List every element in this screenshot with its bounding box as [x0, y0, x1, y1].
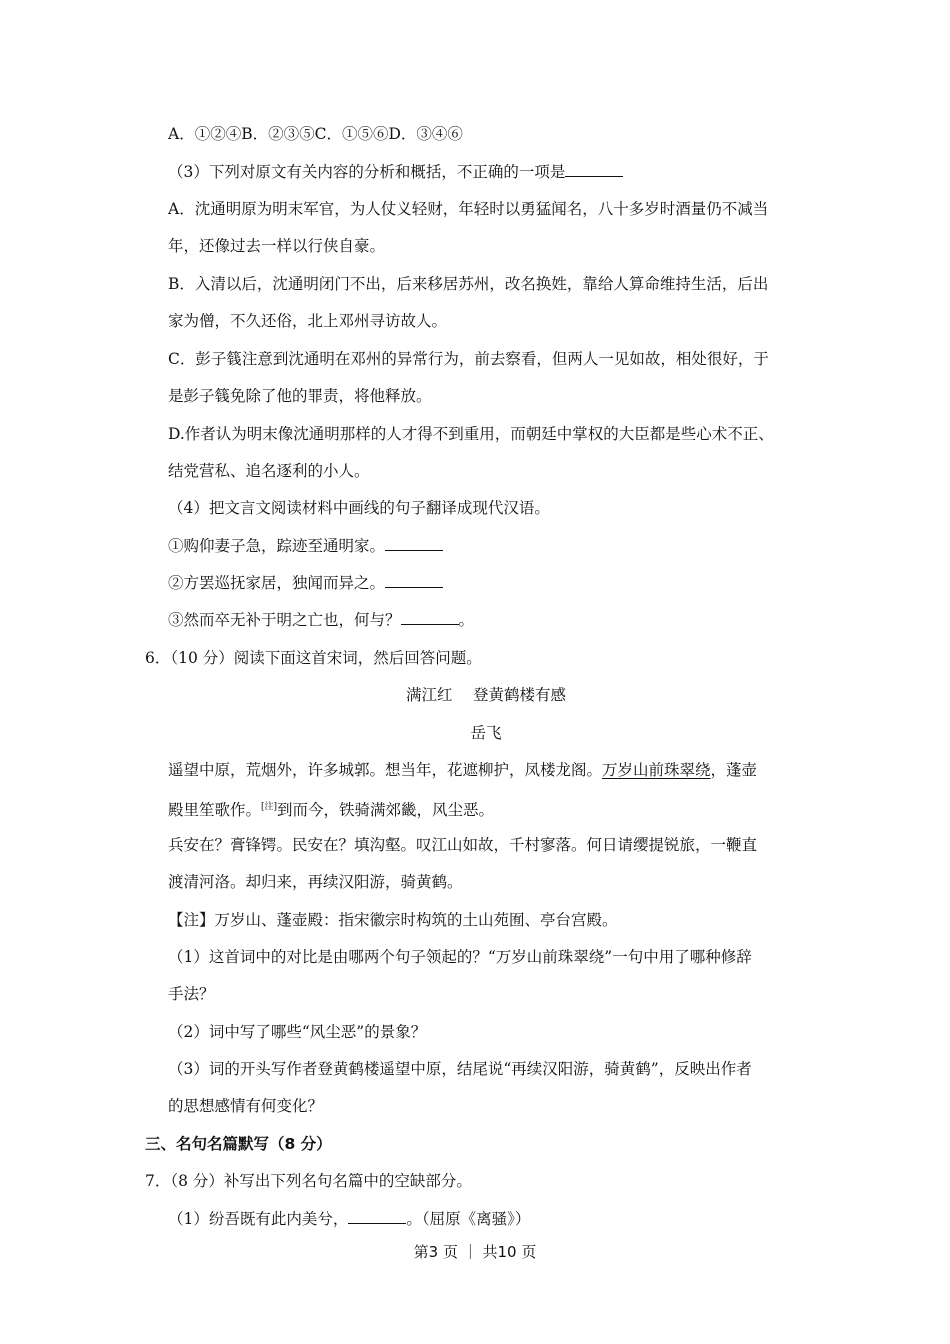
q6-sub1-line2: 手法？ [168, 985, 215, 1003]
sentence-2-text: ②方罢巡抚家居，独闻而异之。 [168, 574, 386, 592]
q6-sub2: （2）词中写了哪些“风尘恶”的景象？ [168, 1023, 427, 1041]
q6-sub1-line1: （1）这首词中的对比是由哪两个句子领起的？“万岁山前珠翠绕”一句中用了哪种修辞 [168, 948, 752, 966]
q5-sub3-option-b-line2: 家为僧，不久还俗，北上邓州寻访故人。 [168, 312, 448, 330]
q5-sub3-option-a-line2: 年，还像过去一样以行侠自豪。 [168, 237, 386, 255]
answer-blank [565, 162, 623, 177]
q5-sub3-option-a-line1: A．沈通明原为明末军官，为人仗义轻财，年轻时以勇猛闻名，八十多岁时酒量仍不减当 [168, 200, 769, 218]
sentence-1-text: ①购仰妻子急，踪迹至通明家。 [168, 537, 386, 555]
poem-title: 满江红 登黄鹤楼有感 [406, 686, 566, 704]
q5-sub4-sentence-1 [168, 535, 443, 557]
q5-sub4-stem: （4）把文言文阅读材料中画线的句子翻译成现代汉语。 [168, 499, 550, 517]
poem-line-1-b: ，蓬壶 [710, 761, 758, 779]
q5-sub3-option-d-line2: 结党营私、追名逐利的小人。 [168, 462, 370, 480]
q5-sub3-option-b-line1: B．入清以后，沈通明闭门不出，后来移居苏州，改名换姓，靠给人算命维持生活，后出 [168, 275, 769, 293]
q7-sub1 [168, 1208, 530, 1230]
answer-blank [385, 536, 443, 551]
poem-line-2 [168, 796, 494, 821]
poem-line-1 [168, 759, 757, 781]
q6-stem: 6．（10 分）阅读下面这首宋词，然后回答问题。 [145, 649, 482, 667]
poem-note-marker: [注] [261, 802, 278, 812]
section-3-heading: 三、名句名篇默写（8 分） [145, 1135, 332, 1153]
q5-sub3-option-c-line2: 是彭子篯免除了他的罪责，将他释放。 [168, 387, 432, 405]
poem-line-3: 兵安在？膏锋锷。民安在？填沟壑。叹江山如故，千村寥落。何日请缨提锐旅，一鞭直 [168, 836, 758, 854]
poem-line-1-a: 遥望中原，荒烟外，许多城郭。想当年，花遮柳护，凤楼龙阁。 [168, 761, 603, 779]
q5-options-line: A．①②④B．②③⑤C．①⑤⑥D．③④⑥ [168, 125, 463, 143]
poem-line-4: 渡清河洛。却归来，再续汉阳游，骑黄鹤。 [168, 873, 463, 891]
q5-sub3-option-d-line1: D.作者认为明末像沈通明那样的人才得不到重用，而朝廷中掌权的大臣都是些心术不正、 [168, 425, 774, 443]
sentence-3-end: 。 [458, 611, 475, 629]
q5-sub4-sentence-3 [168, 609, 474, 631]
q5-sub3-stem [168, 161, 623, 183]
poem-line-2-b: 到而今，铁骑满郊畿，风尘恶。 [277, 801, 495, 820]
answer-blank [385, 573, 443, 588]
poem-note: 【注】万岁山、蓬壶殿：指宋徽宗时构筑的土山苑囿、亭台宫殿。 [168, 911, 618, 929]
answer-blank [401, 610, 459, 625]
q6-sub3-line2: 的思想感情有何变化？ [168, 1097, 324, 1115]
q5-sub4-sentence-2 [168, 572, 443, 594]
q5-sub3-option-c-line1: C．彭子篯注意到沈通明在邓州的异常行为，前去察看，但两人一见如故，相处很好，于 [168, 350, 769, 368]
answer-blank [348, 1209, 406, 1224]
page-footer: 第3 页 ｜ 共10 页 [413, 1243, 537, 1261]
q7-sub1-a: （1）纷吾既有此内美兮， [168, 1210, 349, 1228]
poem-author: 岳飞 [470, 724, 502, 742]
sentence-3-text: ③然而卒无补于明之亡也，何与？ [168, 611, 401, 629]
poem-line-2-a: 殿里笙歌作。 [168, 801, 262, 820]
q5-sub3-stem-text: （3）下列对原文有关内容的分析和概括，不正确的一项是 [168, 163, 566, 181]
q7-sub1-b: 。（屈原《离骚》） [406, 1210, 531, 1228]
poem-underlined-phrase: 万岁山前珠翠绕 [602, 761, 711, 779]
q6-sub3-line1: （3）词的开头写作者登黄鹤楼遥望中原，结尾说“再续汉阳游，骑黄鹤”，反映出作者 [168, 1060, 752, 1078]
q7-stem: 7．（8 分）补写出下列名句名篇中的空缺部分。 [145, 1172, 472, 1190]
